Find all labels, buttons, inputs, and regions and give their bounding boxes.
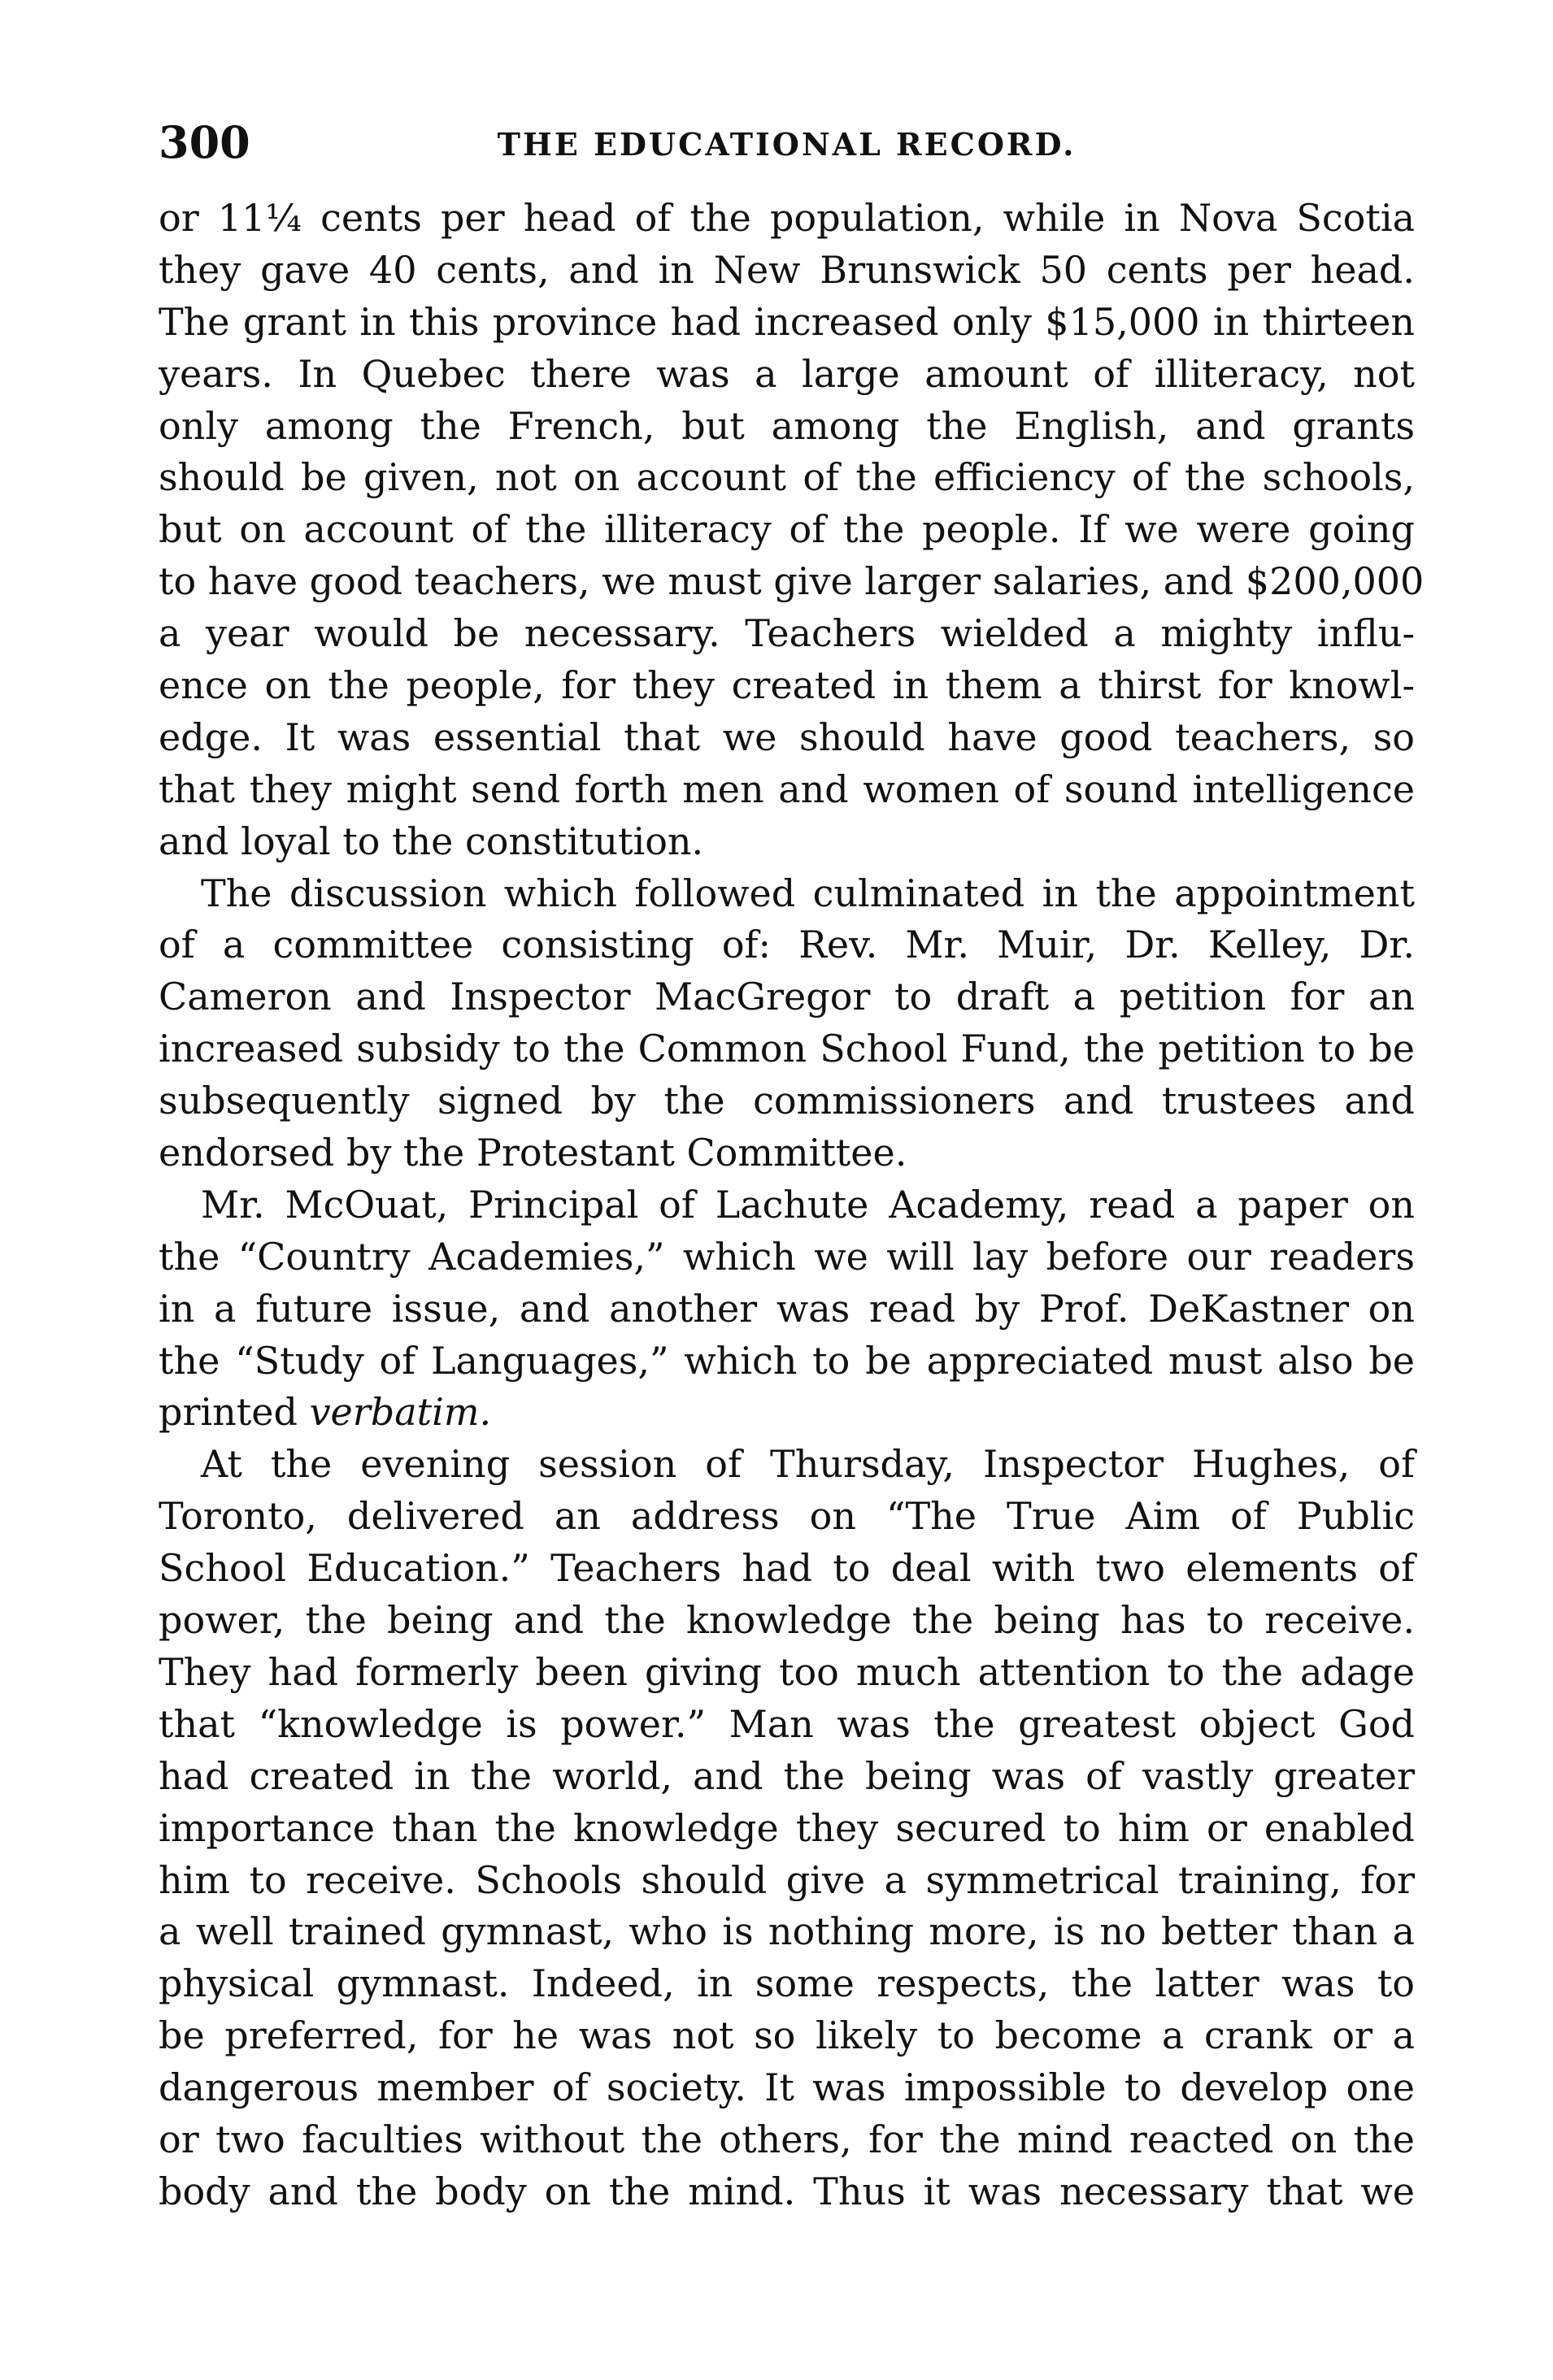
text-line: ence on the people, for they created in them a thirst for knowl- <box>159 663 1415 708</box>
text-line: or 11¼ cents per head of the population, while in Nova Scotia <box>159 196 1415 240</box>
journal-title: THE EDUCATIONAL RECORD. <box>497 126 1077 163</box>
text-line: Mr. McOuat, Principal of Lachute Academy, read a paper on <box>201 1182 1415 1227</box>
text-line: dangerous member of society. It was impossible to develop one <box>159 2065 1415 2110</box>
text-line: The grant in this province had increased only $15,000 in thirteen <box>159 299 1415 344</box>
text-line: be preferred, for he was not so likely to become a crank or a <box>159 2013 1415 2058</box>
text-line: physical gymnast. Indeed, in some respects, the latter was to <box>159 1961 1415 2006</box>
text-line: endorsed by the Protestant Committee. <box>159 1131 907 1175</box>
text-line: increased subsidy to the Common School Fund, the petition to be <box>159 1027 1415 1071</box>
text-line: Cameron and Inspector MacGregor to draft a petition for an <box>159 975 1415 1019</box>
running-head <box>159 114 1415 171</box>
text-line: years. In Quebec there was a large amount of illiteracy, not <box>159 351 1415 396</box>
text-line: of a committee consisting of: Rev. Mr. Muir, Dr. Kelley, Dr. <box>159 923 1415 967</box>
text-line: School Education.” Teachers had to deal with two elements of <box>159 1546 1415 1591</box>
body-text <box>159 193 1425 2218</box>
text-line: that they might send forth men and women of sound intelligence <box>159 767 1415 811</box>
text-line: a well trained gymnast, who is nothing more, is no better than a <box>159 1909 1415 1954</box>
text-line: importance than the knowledge they secured to him or enabled <box>159 1805 1415 1850</box>
text-line: only among the French, but among the English, and grants <box>159 403 1415 448</box>
italic-text: verbatim. <box>309 1390 492 1435</box>
text-line: in a future issue, and another was read by Prof. DeKastner on <box>159 1286 1415 1331</box>
page-number: 300 <box>159 116 250 168</box>
text-line: subsequently signed by the commissioners and trustees and <box>159 1079 1415 1123</box>
text-line: him to receive. Schools should give a symmetrical training, for <box>159 1857 1415 1902</box>
text-line: At the evening session of Thursday, Inspector Hughes, of <box>201 1442 1415 1487</box>
text-line <box>159 1387 1415 1439</box>
text-line: the “Study of Languages,” which to be appreciated must also be <box>159 1338 1415 1383</box>
text-line: should be given, not on account of the efficiency of the schools, <box>159 455 1415 500</box>
text-line: power, the being and the knowledge the being has to receive. <box>159 1598 1415 1643</box>
text-line: that “knowledge is power.” Man was the greatest object God <box>159 1701 1415 1746</box>
paragraph <box>159 868 1415 1179</box>
text-line: they gave 40 cents, and in New Brunswick 50 cents per head. <box>159 247 1415 292</box>
text-line: They had formerly been giving too much attention to the adage <box>159 1649 1415 1694</box>
text-line: but on account of the illiteracy of the people. If we were going <box>159 507 1415 552</box>
text-line: and loyal to the constitution. <box>159 819 704 863</box>
text-line: body and the body on the mind. Thus it was necessary that we <box>159 2169 1415 2213</box>
paragraph <box>159 1439 1415 2217</box>
text-line: the “Country Academies,” which we will lay before our readers <box>159 1234 1415 1279</box>
text-line: Toronto, delivered an address on “The True Aim of Public <box>159 1494 1415 1539</box>
text-line: had created in the world, and the being was of vastly greater <box>159 1753 1415 1798</box>
text-line: to have good teachers, we must give larger salaries, and $200,000 <box>159 559 1425 604</box>
text-line: The discussion which followed culminated in the appointment <box>201 871 1415 915</box>
text-line: edge. It was essential that we should have good teachers, so <box>159 714 1415 759</box>
paragraph <box>159 1179 1415 1439</box>
line-text: printed <box>159 1390 310 1435</box>
text-line: a year would be necessary. Teachers wielded a mighty influ- <box>159 611 1415 656</box>
paragraph <box>159 193 1425 868</box>
text-line: or two faculties without the others, for the mind reacted on the <box>159 2117 1415 2161</box>
